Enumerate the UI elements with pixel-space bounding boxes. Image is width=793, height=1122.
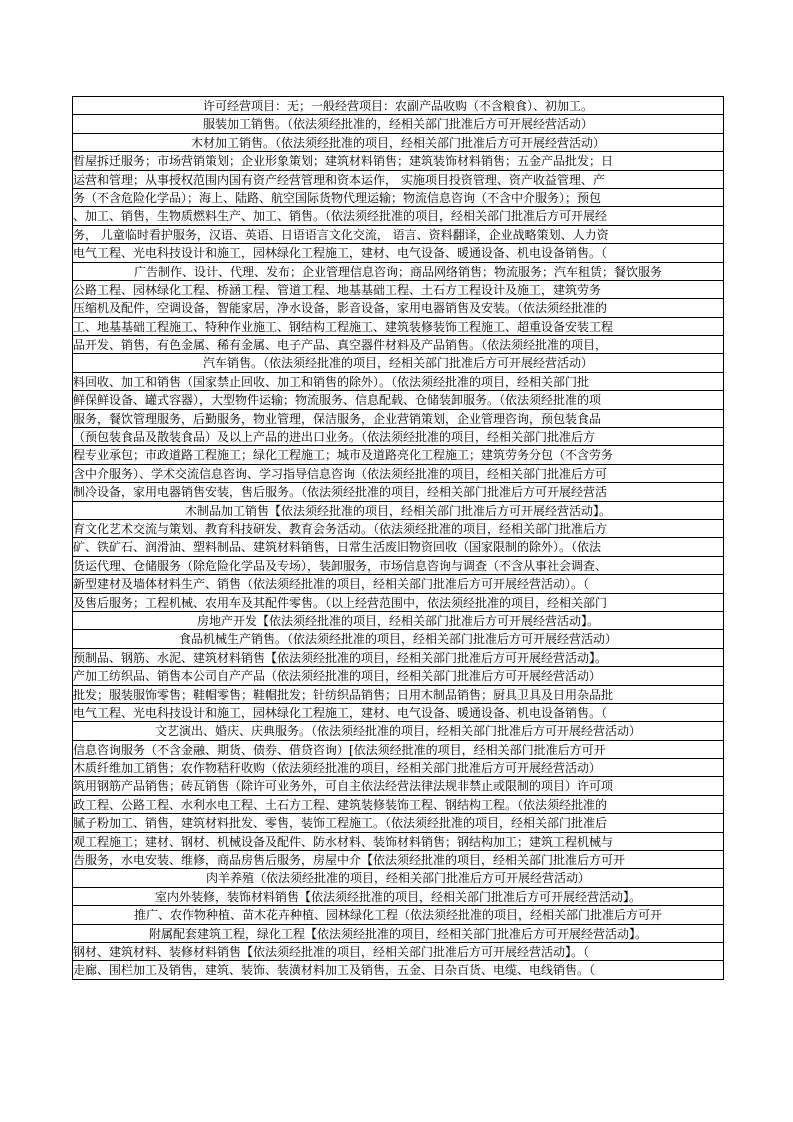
table-row: 服装加工销售。（依法须经批准的，经相关部门批准后方可开展经营活动）	[73, 115, 723, 133]
table-row: 及售后服务；工程机械、农用车及其配件零售。（以上经营范围中，依法须经批准的项目，经相关部门	[73, 594, 723, 612]
table-row: （预包装食品及散装食品）及以上产品的进出口业务。（依法须经批准的项目，经相关部门批准后方	[73, 428, 723, 446]
table-row: 制冷设备，家用电器销售安装，售后服务。（依法须经批准的项目，经相关部门批准后方可开展经营活	[73, 483, 723, 501]
table-row: 新型建材及墙体材料生产、销售（依法须经批准的项目，经相关部门批准后方可开展经营活动）。（	[73, 575, 723, 593]
table-row: 汽车销售。（依法须经批准的项目，经相关部门批准后方可开展经营活动）	[73, 354, 723, 372]
table-row: 程专业承包；市政道路工程施工；绿化工程施工；城市及道路亮化工程施工；建筑劳务分包（不含劳务	[73, 446, 723, 464]
table-row: 预制品、钢筋、水泥、建筑材料销售【依法须经批准的项目，经相关部门批准后方可开展经营活动】。	[73, 649, 723, 667]
table-row: 信息咨询服务（不含金融、期货、债券、借贷咨询）[依法须经批准的项目，经相关部门批准后方可开	[73, 741, 723, 759]
table-row: 肉羊养殖（依法须经批准的项目，经相关部门批准后方可开展经营活动）	[73, 869, 723, 887]
table-row: 批发；服装服饰零售；鞋帽零售；鞋帽批发；针纺织品销售；日用木制品销售；厨具卫具及日用杂品批	[73, 686, 723, 704]
table-row: 育文化艺术交流与策划、教育科技研发、教育会务活动。（依法须经批准的项目，经相关部门批准后方	[73, 520, 723, 538]
table-row: 房地产开发【依法须经批准的项目，经相关部门批准后方可开展经营活动】。	[73, 612, 723, 630]
table-row: 矿、铁矿石、润滑油、塑料制品、建筑材料销售，日常生活废旧物资回收（国家限制的除外）。（依法	[73, 538, 723, 556]
table-row: 料回收、加工和销售（国家禁止回收、加工和销售的除外）。（依法须经批准的项目，经相关部门批	[73, 373, 723, 391]
table-row: 食品机械生产销售。（依法须经批准的项目，经相关部门批准后方可开展经营活动）	[73, 630, 723, 648]
table-row: 钢材、建筑材料、装修材料销售【依法须经批准的项目，经相关部门批准后方可开展经营活动】。（	[73, 943, 723, 961]
table-row: 服务，餐饮管理服务，后勤服务，物业管理，保洁服务，企业营销策划，企业管理咨询，预包装食品	[73, 410, 723, 428]
table-row: 告服务，水电安装、维修，商品房售后服务，房屋中介【依法须经批准的项目，经相关部门批准后方可开	[73, 851, 723, 869]
table-row: 电气工程、光电科技设计和施工，园林绿化工程施工，建材、电气设备、暖通设备、机电设备销售。（	[73, 244, 723, 262]
table-row: 公路工程、园林绿化工程、桥涵工程、管道工程、地基基础工程、土石方工程设计及施工，建筑劳务	[73, 281, 723, 299]
table-row: 务， 儿童临时看护服务，汉语、英语、日语语言文化交流， 语言、资料翻译，企业战略策划、人力资	[73, 226, 723, 244]
table-row: 务（不含危险化学品）；海上、陆路、航空国际货物代理运输；物流信息咨询（不含中介服务）；预包	[73, 189, 723, 207]
table-row: 、加工、销售，生物质燃料生产、加工、销售。（依法须经批准的项目，经相关部门批准后方可开展经	[73, 207, 723, 225]
table-row: 推广、农作物种植、苗木花卉种植、园林绿化工程（依法须经批准的项目，经相关部门批准后方可开	[73, 906, 723, 924]
table-row: 走廊、围栏加工及销售，建筑、装饰、装潢材料加工及销售，五金、日杂百货、电缆、电线销售。（	[73, 961, 723, 979]
table-row: 工、地基基础工程施工、特种作业施工、钢结构工程施工、建筑装修装饰工程施工、超重设备安装工程	[73, 318, 723, 336]
table-row: 观工程施工；建材、钢材、机械设备及配件、防水材料、装饰材料销售；钢结构加工；建筑工程机械与	[73, 833, 723, 851]
table-row: 木材加工销售。（依法须经批准的项目，经相关部门批准后方可开展经营活动）	[73, 134, 723, 152]
table-row: 压缩机及配件，空调设备，智能家居，净水设备，影音设备，家用电器销售及安装。（依法须经批准的	[73, 299, 723, 317]
table-row: 含中介服务）、学术交流信息咨询、学习指导信息咨询（依法须经批准的项目，经相关部门批准后方可	[73, 465, 723, 483]
table-row: 电气工程、光电科技设计和施工，园林绿化工程施工，建材、电气设备、暖通设备、机电设备销售。（	[73, 704, 723, 722]
table-row: 木制品加工销售【依法须经批准的项目，经相关部门批准后方可开展经营活动】。	[73, 502, 723, 520]
table-row: 产加工纺织品、销售本公司自产产品（依法须经批准的项目，经相关部门批准后方可开展经营活动）	[73, 667, 723, 685]
table-row: 木质纤维加工销售；农作物秸秆收购（依法须经批准的项目，经相关部门批准后方可开展经营活动）	[73, 759, 723, 777]
table-row: 筑用钢筋产品销售；砖瓦销售（除许可业务外，可自主依法经营法律法规非禁止或限制的项目）许可项	[73, 777, 723, 795]
table-row: 货运代理、仓储服务（除危险化学品及专场），装卸服务，市场信息咨询与调查（不含从事社会调查、	[73, 557, 723, 575]
table-row: 鲜保鲜设备、罐式容器），大型物件运输；物流服务、信息配载、仓储装卸服务。（依法须经批准的项	[73, 391, 723, 409]
table-row: 晢屋拆迁服务；市场营销策划；企业形象策划；建筑材料销售；建筑装饰材料销售；五金产品批发；日	[73, 152, 723, 170]
table-row: 附属配套建筑工程，绿化工程【依法须经批准的项目，经相关部门批准后方可开展经营活动】。	[73, 925, 723, 943]
table-row: 腻子粉加工、销售，建筑材料批发、零售，装饰工程施工。（依法须经批准的项目，经相关部门批准后	[73, 814, 723, 832]
scope-table	[72, 96, 724, 980]
table-row: 文艺演出、婚庆、庆典服务。（依法须经批准的项目，经相关部门批准后方可开展经营活动）	[73, 722, 723, 740]
table-row: 品开发、销售，有色金属、稀有金属、电子产品、真空器件材料及产品销售。（依法须经批准的项目，	[73, 336, 723, 354]
table-row: 政工程、公路工程、水利水电工程、土石方工程、建筑装修装饰工程、钢结构工程。（依法须经批准的	[73, 796, 723, 814]
table-row: 运营和管理；从事授权范围内国有资产经营管理和资本运作， 实施项目投资管理、资产收益管理、产	[73, 171, 723, 189]
table-row: 许可经营项目：无；一般经营项目：农副产品收购（不含粮食）、初加工。	[73, 97, 723, 115]
table-row: 广告制作、设计、代理、发布；企业管理信息咨询；商品网络销售；物流服务；汽车租赁；餐饮服务	[73, 263, 723, 281]
table-row: 室内外装修，装饰材料销售【依法须经批准的项目，经相关部门批准后方可开展经营活动】。	[73, 888, 723, 906]
